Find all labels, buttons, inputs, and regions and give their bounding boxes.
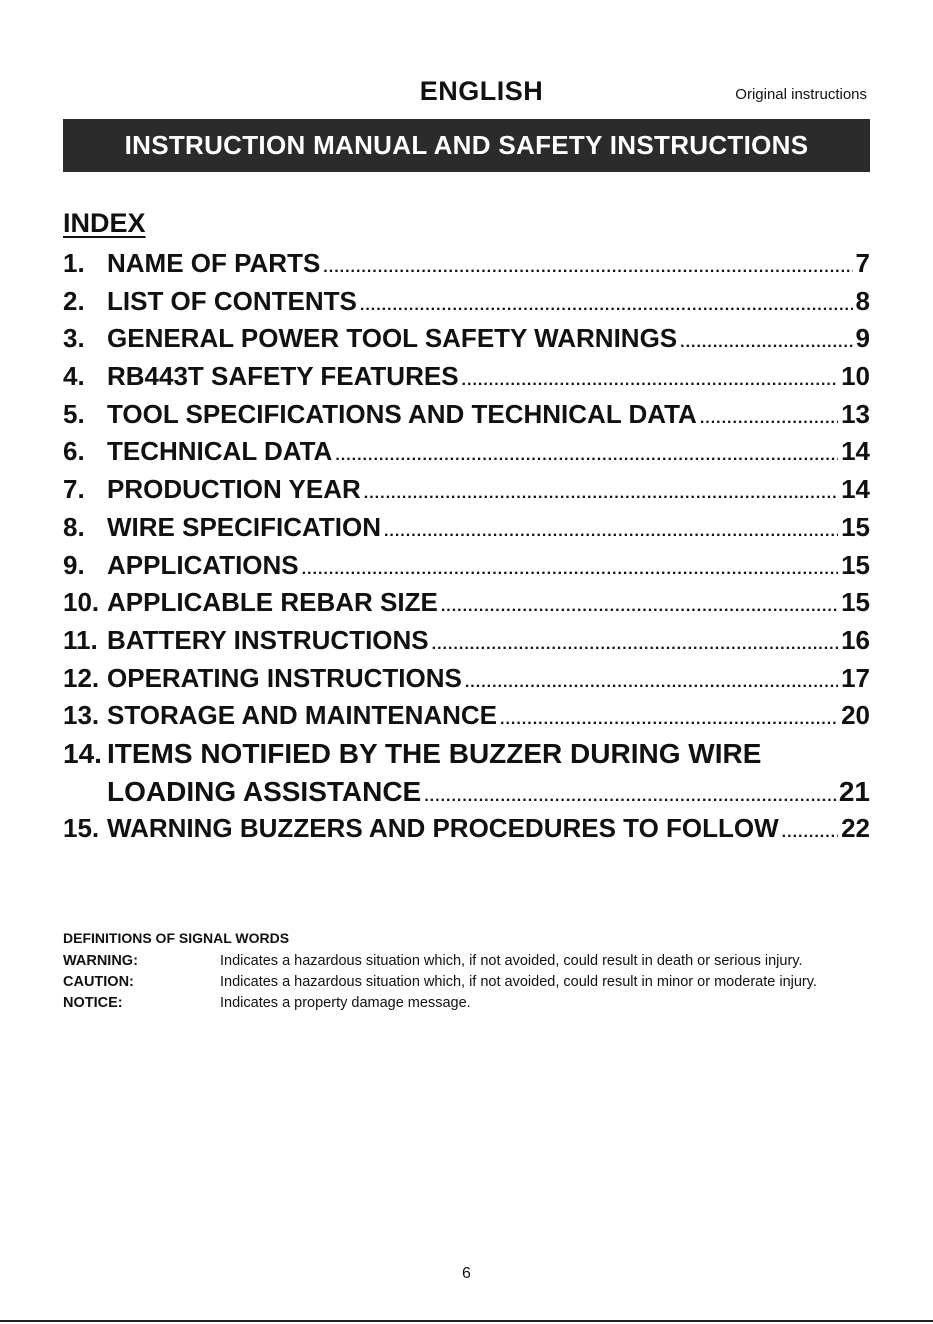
toc-entry[interactable] [63,474,870,512]
toc-entry-continuation[interactable] [63,776,870,814]
bottom-divider [0,1320,933,1322]
toc-entry-title: NAME OF PARTS [107,248,321,278]
toc-entry-title: TECHNICAL DATA [107,436,333,467]
toc-leader-dots [700,410,838,428]
toc-leader-dots [500,711,838,729]
toc-entry-number: 4. [63,361,85,392]
toc-entry[interactable] [63,399,870,437]
page-number: 6 [462,1265,471,1282]
toc-entry-page: 20 [841,700,870,731]
toc-entry[interactable] [63,286,870,324]
toc-entry-number: 3. [63,323,85,354]
toc-entry-title: GENERAL POWER TOOL SAFETY WARNINGS [107,323,678,354]
toc-entry-number: 10. [63,587,100,618]
toc-entry[interactable] [63,813,870,851]
toc-entry-title: RB443T SAFETY FEATURES [107,361,459,392]
toc-entry-page: 22 [841,813,870,844]
toc-entry-number: 5. [63,398,85,429]
toc-entry-number: 6. [63,436,85,467]
toc-entry-number: 14. [63,737,102,769]
definition-item [63,972,870,993]
toc-leader-dots [441,598,838,616]
toc-entry[interactable] [63,512,870,550]
definition-text: Indicates a hazardous situation which, if not avoided, could result in death or serious injury. [220,953,803,969]
toc-entry-number: 9. [63,549,85,580]
language-heading: ENGLISH [419,76,544,106]
toc-entry-number: 7. [63,474,85,505]
toc-entry-number: 2. [63,285,85,316]
definitions-list [63,951,870,1014]
definition-term: CAUTION: [63,974,134,990]
toc-entry[interactable] [63,663,870,701]
original-instructions-label: Original instructions [735,86,867,103]
toc-entry-title: APPLICABLE REBAR SIZE [107,587,438,618]
toc-entry[interactable] [63,248,870,286]
toc-leader-dots [302,561,838,579]
definition-item [63,993,870,1014]
toc-entry-page: 9 [855,323,870,354]
toc-entry-page: 15 [841,549,870,580]
toc-entry-number: 13. [63,700,100,731]
toc-entry-title: TOOL SPECIFICATIONS AND TECHNICAL DATA [107,398,697,429]
toc-entry-title: ITEMS NOTIFIED BY THE BUZZER DURING WIRE [107,737,762,769]
toc-leader-dots [360,297,853,315]
toc-leader-dots [384,523,838,541]
toc-entry-title: LIST OF CONTENTS [107,285,357,316]
toc-entry-page: 15 [841,587,870,618]
toc-entry-title: BATTERY INSTRUCTIONS [107,624,429,655]
toc-entry-number: 15. [63,813,100,844]
toc-leader-dots [335,447,838,465]
toc-entry-page: 13 [841,398,870,429]
toc-leader-dots [364,485,838,503]
definition-text: Indicates a hazardous situation which, if not avoided, could result in minor or moderate injury. [220,974,817,990]
toc-leader-dots [782,824,838,842]
toc-leader-dots [323,259,852,277]
toc-entry-title: WIRE SPECIFICATION [107,511,381,542]
toc-entry[interactable] [63,587,870,625]
toc-entry-number: 11. [63,624,98,655]
toc-entry-number: 1. [63,248,85,278]
toc-leader-dots [432,636,838,654]
definition-term: NOTICE: [63,995,123,1011]
toc-entry-title: APPLICATIONS [107,549,299,580]
definitions-heading: DEFINITIONS OF SIGNAL WORDS [63,930,290,946]
toc-leader-dots [424,788,836,806]
manual-title-banner: INSTRUCTION MANUAL AND SAFETY INSTRUCTIONS [63,119,870,172]
toc-entry-title: PRODUCTION YEAR [107,474,361,505]
toc-entry-page: 7 [855,248,870,278]
toc-entry-title: STORAGE AND MAINTENANCE [107,700,498,731]
toc-entry-page: 17 [841,662,870,693]
toc-entry-page: 8 [855,285,870,316]
toc-entry-page: 21 [838,775,870,807]
toc-entry[interactable] [63,323,870,361]
toc-entry-number: 8. [63,511,85,542]
toc-entry-title: WARNING BUZZERS AND PROCEDURES TO FOLLOW [107,813,779,844]
table-of-contents [63,248,870,851]
toc-entry-page: 10 [841,361,870,392]
toc-leader-dots [462,372,839,390]
toc-leader-dots [680,334,852,352]
toc-entry[interactable] [63,361,870,399]
toc-entry-page: 16 [841,624,870,655]
toc-entry-page: 14 [841,436,870,467]
definition-item [63,951,870,972]
toc-entry[interactable] [63,550,870,588]
toc-entry-title: LOADING ASSISTANCE [107,775,422,807]
toc-entry-page: 14 [841,474,870,505]
toc-entry[interactable] [63,700,870,738]
toc-entry-number: 12. [63,662,100,693]
toc-entry-page: 15 [841,511,870,542]
toc-entry[interactable] [63,436,870,474]
toc-entry[interactable] [63,625,870,663]
definition-text: Indicates a property damage message. [220,995,471,1011]
index-heading: INDEX [63,208,146,238]
toc-leader-dots [465,674,838,692]
definition-term: WARNING: [63,953,138,969]
toc-entry[interactable] [63,738,870,776]
toc-entry-title: OPERATING INSTRUCTIONS [107,662,462,693]
